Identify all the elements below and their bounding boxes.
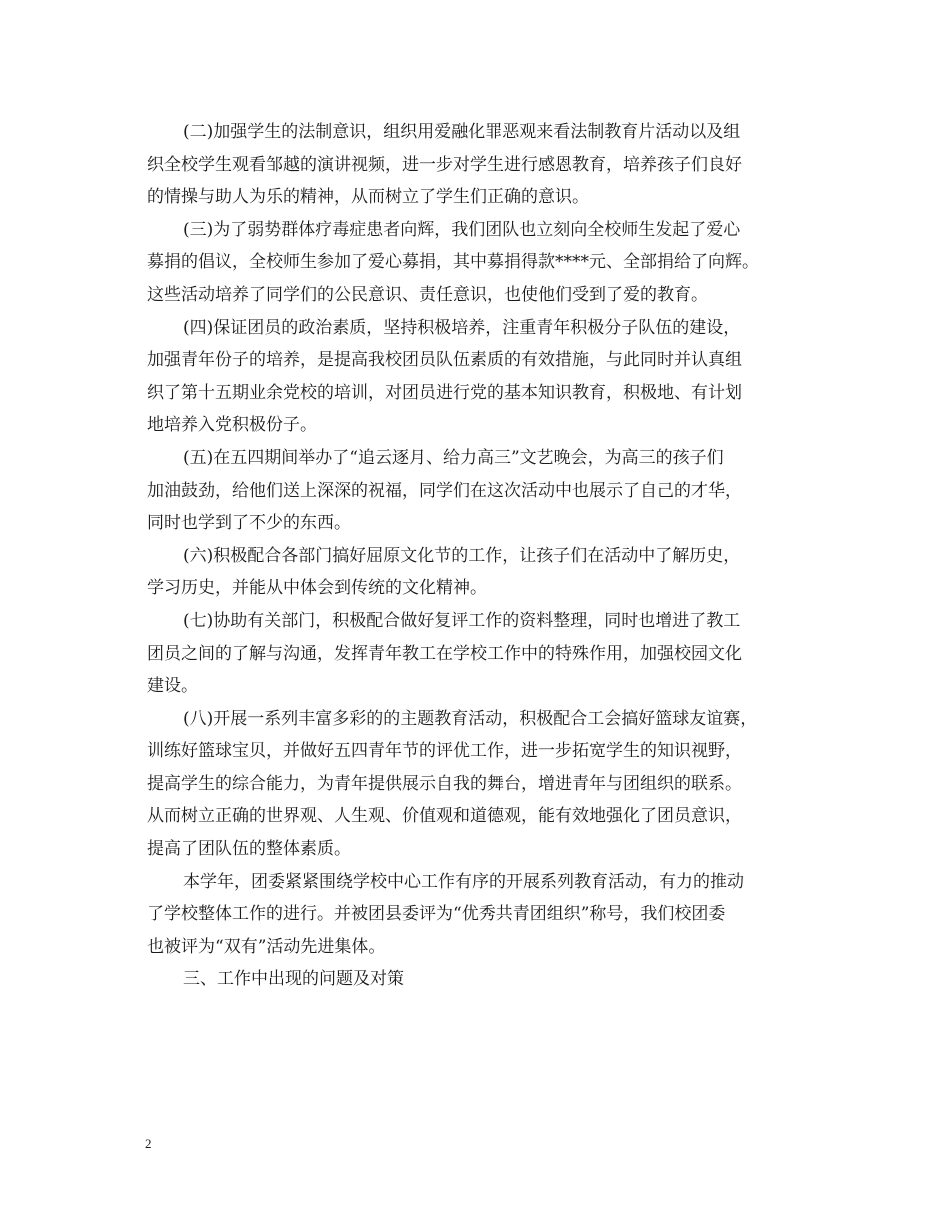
line: 团员之间的了解与沟通，发挥青年教工在学校工作中的特殊作用，加强校园文化	[147, 643, 742, 664]
line: 募捐的倡议，全校师生参加了爱心募捐，其中募捐得款****元、全部捐给了向辉。	[147, 252, 759, 273]
line: 从而树立正确的世界观、人生观、价值观和道德观，能有效地强化了团员意识，	[147, 806, 742, 827]
line: 加油鼓劲，给他们送上深深的祝福，同学们在这次活动中也展示了自己的才华，	[147, 480, 742, 501]
line: (七)协助有关部门，积极配合做好复评工作的资料整理，同时也增进了教工	[183, 610, 741, 631]
line: 三、工作中出现的问题及对策	[183, 969, 404, 990]
line: 了学校整体工作的进行。并被团县委评为“优秀共青团组织”称号，我们校团委	[147, 904, 726, 925]
line: 织了第十五期业余党校的培训，对团员进行党的基本知识教育，积极地、有计划	[147, 382, 742, 403]
page-number: 2	[145, 1136, 152, 1151]
body-text	[147, 116, 815, 996]
paragraph-3	[147, 214, 815, 312]
line: (三)为了弱势群体疗毒症患者向辉，我们团队也立刻向全校师生发起了爱心	[183, 219, 741, 240]
line: 学习历史，并能从中体会到传统的文化精神。	[147, 578, 487, 599]
paragraph-5	[147, 442, 815, 540]
line: (四)保证团员的政治素质，坚持积极培养，注重青年积极分子队伍的建设，	[183, 317, 741, 338]
line: 这些活动培养了同学们的公民意识、责任意识，也使他们受到了爱的教育。	[147, 284, 708, 305]
line: 提高学生的综合能力，为青年提供展示自我的舞台，增进青年与团组织的联系。	[147, 773, 742, 794]
paragraph-4	[147, 312, 815, 442]
paragraph-7	[147, 605, 815, 703]
line: 提高了团队伍的整体素质。	[147, 839, 351, 860]
line: 也被评为“双有”活动先进集体。	[147, 936, 386, 957]
line: 同时也学到了不少的东西。	[147, 513, 351, 534]
paragraph-6	[147, 540, 815, 605]
line: 训练好篮球宝贝，并做好五四青年节的评优工作，进一步拓宽学生的知识视野，	[147, 741, 742, 762]
line: 建设。	[147, 676, 198, 697]
line: (五)在五四期间举办了“追云逐月、给力高三”文艺晚会，为高三的孩子们	[183, 447, 724, 468]
line: (六)积极配合各部门搞好屈原文化节的工作，让孩子们在活动中了解历史，	[183, 545, 741, 566]
line: 加强青年份子的培养，是提高我校团员队伍素质的有效措施，与此同时并认真组	[147, 350, 742, 371]
paragraph-8	[147, 703, 815, 866]
line: 的情操与助人为乐的精神，从而树立了学生们正确的意识。	[147, 187, 589, 208]
line: 织全校学生观看邹越的演讲视频，进一步对学生进行感恩教育，培养孩子们良好	[147, 154, 742, 175]
line: (八)开展一系列丰富多彩的的主题教育活动，积极配合工会搞好篮球友谊赛，	[183, 708, 758, 729]
summary-paragraph	[147, 866, 815, 964]
paragraph-2	[147, 116, 815, 214]
line: 地培养入党积极份子。	[147, 415, 317, 436]
line: 本学年，团委紧紧围绕学校中心工作有序的开展系列教育活动，有力的推动	[183, 871, 744, 892]
section-heading	[147, 963, 815, 996]
line: (二)加强学生的法制意识，组织用爱融化罪恶观来看法制教育片活动以及组	[183, 122, 741, 142]
